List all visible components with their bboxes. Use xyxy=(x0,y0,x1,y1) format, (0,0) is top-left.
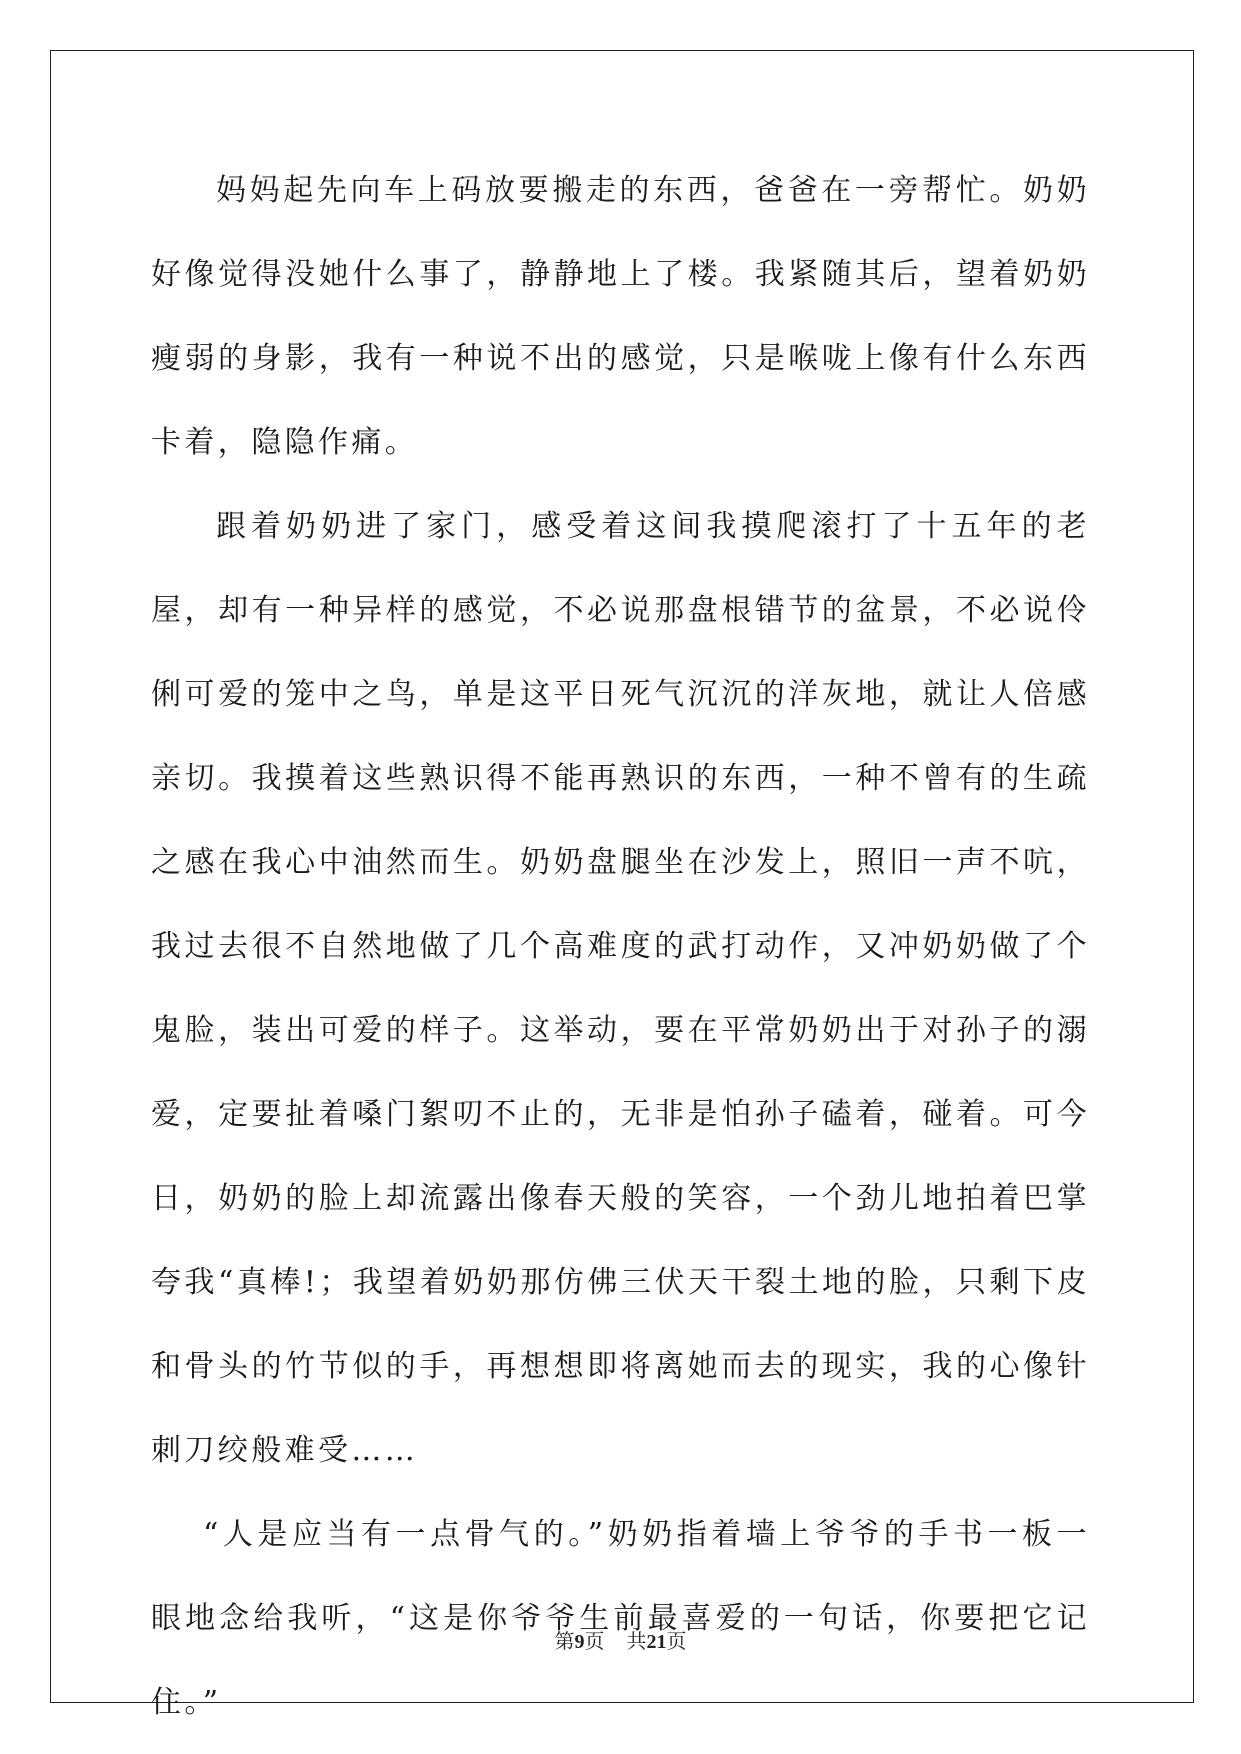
total-pages: 21 xyxy=(646,1631,667,1653)
paragraph-1: 妈妈起先向车上码放要搬走的东西，爸爸在一旁帮忙。奶奶好像觉得没她什么事了，静静地上了楼。我紧随其后，望着奶奶瘦弱的身影，我有一种说不出的感觉，只是喉咙上像有什么东西卡着，隐隐作痛。 xyxy=(151,173,1090,460)
page-footer xyxy=(0,1625,1241,1654)
paragraph-2: 跟着奶奶进了家门，感受着这间我摸爬滚打了十五年的老屋，却有一种异样的感觉，不必说那盘根错节的盆景，不必说伶俐可爱的笼中之鸟，单是这平日死气沉沉的洋灰地，就让人倍感亲切。我摸着这些熟识得不能再熟识的东西，一种不曾有的生疏之感在我心中油然而生。奶奶盘腿坐在沙发上，照旧一声不吭，我过去很不自然地做了几个高难度的武打动作，又冲奶奶做了个鬼脸，装出可爱的样子。这举动，要在平常奶奶出于对孙子的溺爱，定要扯着嗓门絮叨不止的，无非是怕孙子磕着，碰着。可今日，奶奶的脸上却流露出像春天般的笑容，一个劲儿地拍着巴掌夸我“真棒!；我望着奶奶那仿佛三伏天干裂土地的脸，只剩下皮和骨头的竹节似的手，再想想即将离她而去的现实，我的心像针刺刀绞般难受…… xyxy=(151,509,1090,1468)
total-suffix: 页 xyxy=(666,1631,687,1653)
page-suffix: 页 xyxy=(584,1631,605,1653)
total-prefix: 共 xyxy=(626,1631,647,1653)
document-body xyxy=(151,149,1090,1745)
paragraph-3: “人是应当有一点骨气的。”奶奶指着墙上爷爷的手书一板一眼地念给我听，“这是你爷爷生前最喜爱的一句话，你要把它记住。” xyxy=(151,1517,1090,1720)
page-prefix: 第 xyxy=(554,1631,575,1653)
page-number: 9 xyxy=(574,1631,585,1653)
